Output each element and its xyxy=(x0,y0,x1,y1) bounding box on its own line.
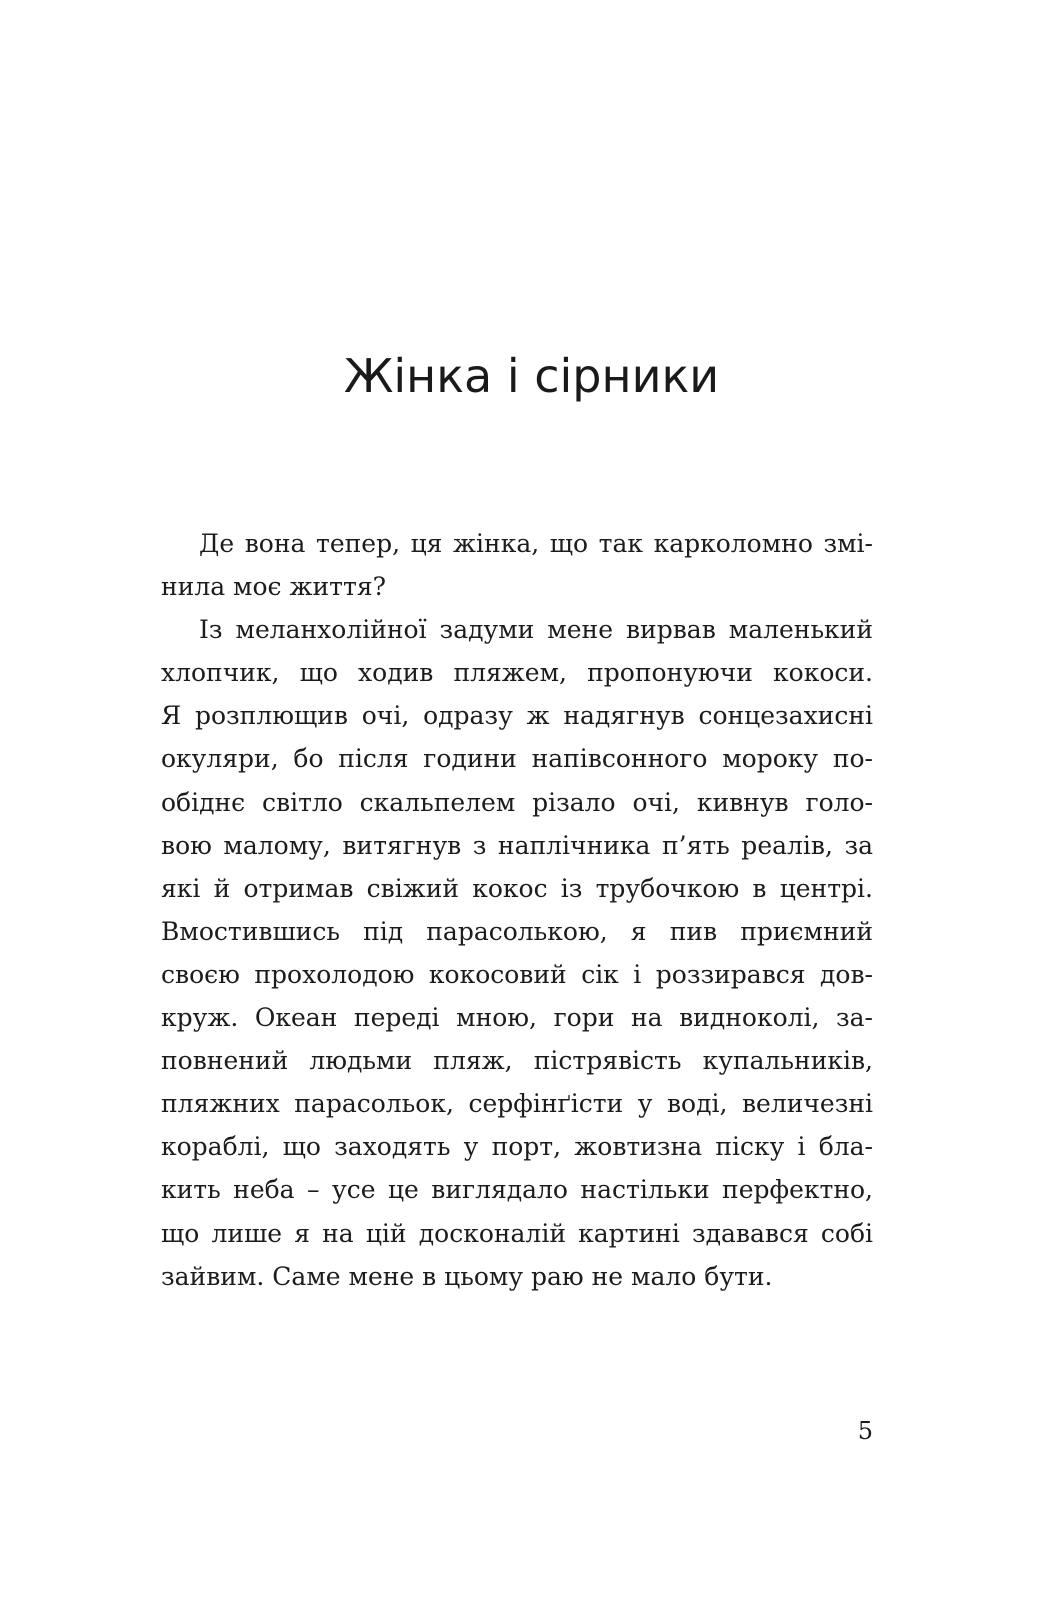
body-text xyxy=(161,522,873,1298)
paragraph-2-line-12: пляжних парасольок, серфінґісти у воді, величезні xyxy=(161,1089,873,1119)
paragraph-2-line-8: Вмостившись під парасолькою, я пив приємний xyxy=(161,916,873,946)
page-number: 5 xyxy=(857,1417,873,1445)
paragraph-1-line-2: нила моє життя? xyxy=(161,572,386,602)
paragraph-2-line-14: кить неба – усе це виглядало настільки перфектно, xyxy=(161,1175,873,1205)
paragraph-2-line-16: зайвим. Саме мене в цьому раю не мало бути. xyxy=(161,1261,773,1291)
paragraph-2-line-3: Я розплющив очі, одразу ж надягнув сонцезахисні xyxy=(161,701,873,731)
paragraph-2-line-1: Із меланхолійної задуми мене вирвав маленький xyxy=(199,615,873,645)
paragraph-2-line-7: які й отримав свіжий кокос із трубочкою в центрі. xyxy=(161,873,873,903)
paragraph-2-line-13: кораблі, що заходять у порт, жовтизна піску і бла- xyxy=(161,1132,873,1162)
paragraph-2-line-4: окуляри, бо після години напівсонного мороку по- xyxy=(161,744,873,774)
paragraph-2-line-2: хлопчик, що ходив пляжем, пропонуючи кокоси. xyxy=(161,658,873,688)
paragraph-1-line-1: Де вона тепер, ця жінка, що так карколомно змі- xyxy=(199,529,873,558)
paragraph-2-line-15: що лише я на цій досконалій картині здавався собі xyxy=(161,1218,873,1248)
paragraph-2-line-11: повнений людьми пляж, пістрявість купальників, xyxy=(161,1046,873,1076)
paragraph-2-line-10: круж. Океан переді мною, гори на видноколі, за- xyxy=(161,1003,873,1033)
paragraph-2-line-5: обіднє світло скальпелем різало очі, кивнув голо- xyxy=(161,787,873,817)
paragraph-2-line-6: вою малому, витягнув з наплічника п’ять реалів, за xyxy=(161,830,873,860)
paragraph-2-line-9: своєю прохолодою кокосовий сік і роззирався дов- xyxy=(161,959,873,989)
chapter-title: Жінка і сірники xyxy=(343,349,720,403)
